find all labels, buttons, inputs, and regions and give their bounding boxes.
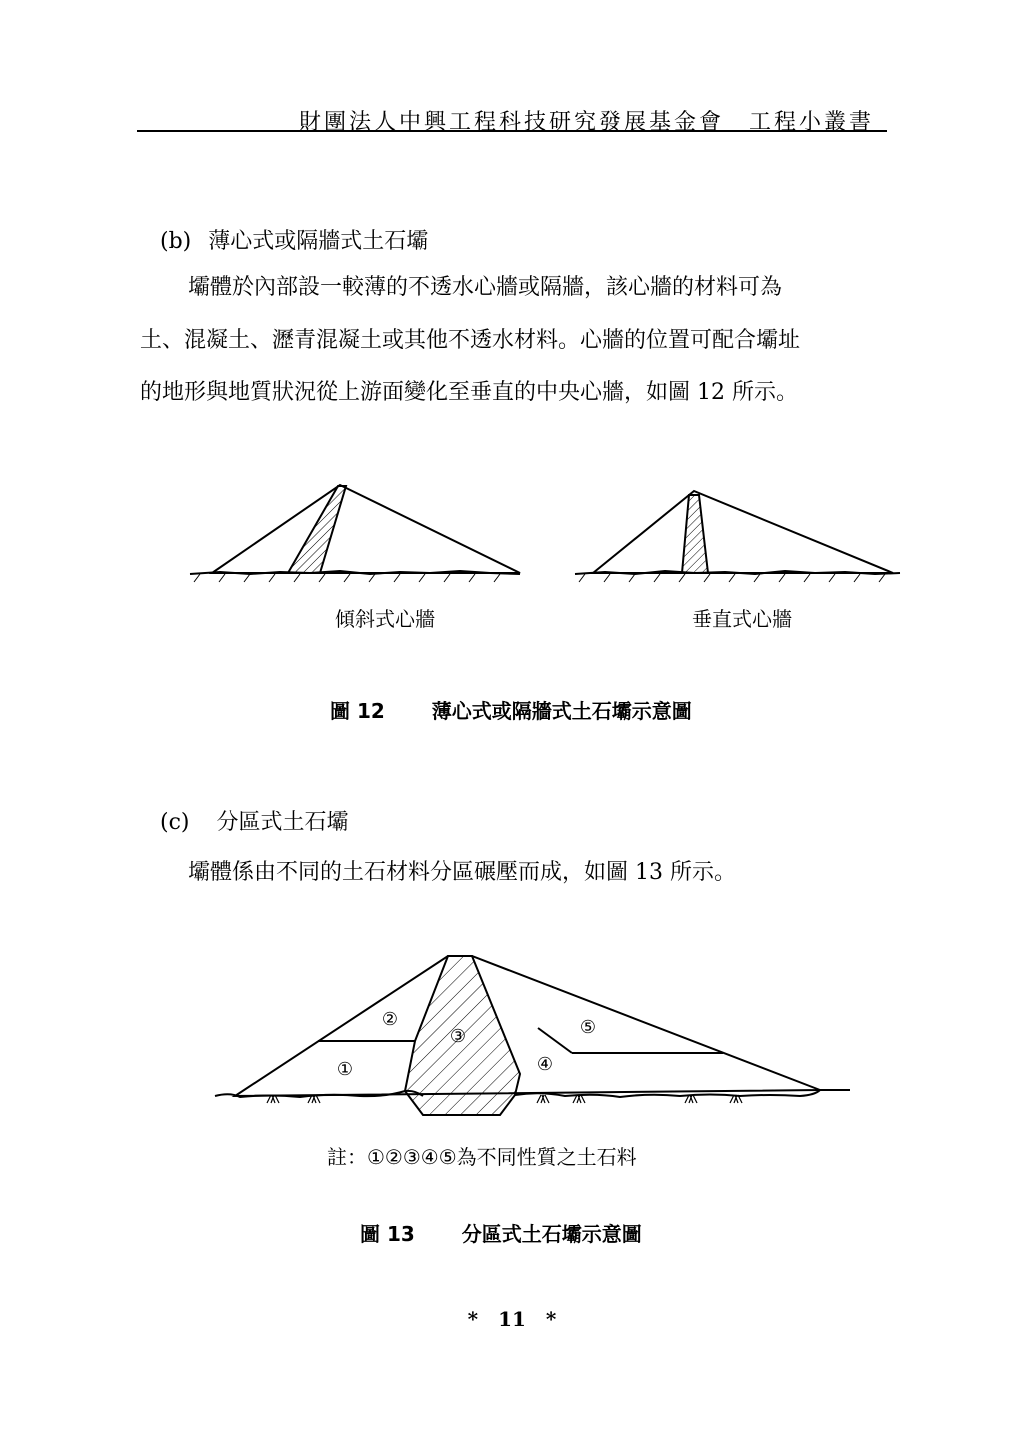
- section-c-marker: (c): [160, 810, 190, 835]
- section-c-title: 分區式土石壩: [216, 810, 349, 835]
- zone-marker-2: ②: [381, 1009, 399, 1030]
- page-number: * 11 *: [467, 1307, 557, 1331]
- vertical-core-dam: [575, 491, 900, 582]
- section-b-marker: (b): [160, 229, 192, 254]
- section-b-line-2: 土、混凝土、瀝青混凝土或其他不透水材料。心牆的位置可配合壩址: [140, 328, 801, 353]
- figure13-caption-number: 圖 13: [360, 1222, 415, 1246]
- figure13-note: 註：①②③④⑤為不同性質之土石料: [327, 1145, 637, 1169]
- figure12-diagram: [180, 475, 910, 605]
- header-title: 財團法人中興工程科技研究發展基金會 工程小叢書: [298, 110, 874, 135]
- figure13-diagram: [210, 945, 860, 1125]
- zone-marker-4: ④: [536, 1054, 554, 1075]
- inclined-core: [288, 486, 346, 573]
- figure12-left-label: 傾斜式心牆: [335, 607, 435, 631]
- section-c-line-1: 壩體係由不同的土石材料分區碾壓而成，如圖 13 所示。: [188, 860, 736, 885]
- header-rule: [137, 130, 887, 132]
- figure13-caption: [360, 1218, 642, 1247]
- vertical-core: [682, 495, 708, 573]
- figure12-right-label: 垂直式心牆: [692, 607, 792, 631]
- figure12-caption-text: 薄心式或隔牆式土石壩示意圖: [431, 699, 692, 723]
- inclined-core-dam: [190, 485, 520, 582]
- figure12-caption: [330, 695, 692, 724]
- figure13-caption-text: 分區式土石壩示意圖: [461, 1222, 642, 1246]
- zone-marker-3: ③: [449, 1026, 467, 1047]
- section-b-line-3: 的地形與地質狀況從上游面變化至垂直的中央心牆，如圖 12 所示。: [140, 380, 798, 405]
- section-c-heading: [160, 805, 349, 836]
- figure12-caption-number: 圖 12: [330, 699, 385, 723]
- section-b-line-1: 壩體於內部設一較薄的不透水心牆或隔牆，該心牆的材料可為: [188, 275, 783, 300]
- section-b-heading: [160, 224, 428, 255]
- dam-outline: [235, 956, 820, 1096]
- zone-marker-1: ①: [336, 1059, 354, 1080]
- section-b-title: 薄心式或隔牆式土石壩: [208, 229, 429, 254]
- zone-marker-5: ⑤: [579, 1017, 597, 1038]
